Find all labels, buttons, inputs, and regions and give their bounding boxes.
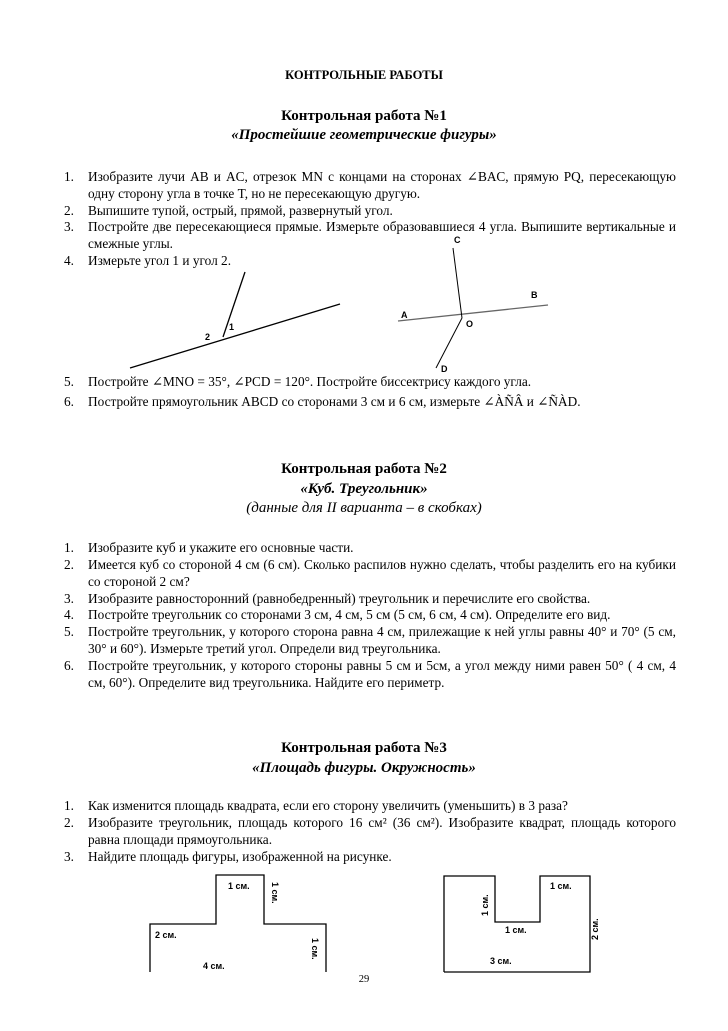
list-item: 1. Изобразите куб и укажите его основные части.: [64, 540, 354, 555]
t-right-lower-label: 1 см.: [310, 938, 320, 960]
t-top-label: 1 см.: [228, 881, 250, 891]
section-3-title: Контрольная работа №3: [281, 740, 447, 756]
list-item: 5. Постройте ∠MNO = 35°, ∠PCD = 120°. Постройте биссектрису каждого угла.: [64, 374, 532, 389]
list-item: 2. Изобразите треугольник, площадь которого 16 см² (36 см²). Изобразите квадрат, площадь которого равна площади прямоугольника.: [64, 815, 676, 847]
list-item: 1. Как изменится площадь квадрата, если его сторону увеличить (уменьшить) в 3 раза?: [64, 798, 568, 813]
point-d-label: D: [441, 364, 448, 374]
section-2-note: (данные для II варианта – в скобках): [246, 500, 482, 516]
angle-label-2: 2: [205, 332, 211, 342]
section-2-title: Контрольная работа №2: [281, 461, 447, 477]
document-title: КОНТРОЛЬНЫЕ РАБОТЫ: [285, 68, 443, 82]
u-top-right-label: 1 см.: [550, 881, 572, 891]
list-item: 4. Постройте треугольник со сторонами 3 см, 4 см, 5 см (5 см, 6 см, 4 см). Определите его вид.: [64, 607, 611, 622]
u-right-label: 2 см.: [590, 918, 600, 940]
t-right-upper-label: 1 см.: [270, 882, 280, 904]
point-a-label: A: [401, 310, 408, 320]
list-item: 5. Постройте треугольник, у которого сторона равна 4 см, прилежащие к ней углы равны 40° и 70° (5 см, 30° и 60°). Измерьте третий угол. Определи вид треугольника.: [64, 624, 676, 656]
u-middle-label: 1 см.: [505, 925, 527, 935]
t-left-label: 2 см.: [155, 930, 177, 940]
point-b-label: B: [531, 290, 538, 300]
section-1-subtitle: «Простейшие геометрические фигуры»: [231, 127, 497, 143]
point-o-label: O: [466, 319, 474, 329]
page-number: 29: [358, 974, 370, 985]
list-item: 6. Постройте прямоугольник ABCD со сторонами 3 см и 6 см, измерьте ∠ÀÑÂ и ∠ÑÀD.: [64, 394, 581, 409]
section-3-subtitle: «Площадь фигуры. Окружность»: [252, 760, 476, 776]
list-item: 6. Постройте треугольник, у которого стороны равны 5 см и 5см, а угол между ними равен 50° ( 4 см, 4 см, 60°). Определите вид треугольника. Найдите его периметр.: [64, 658, 676, 690]
list-item: 3. Найдите площадь фигуры, изображенной на рисунке.: [64, 849, 392, 864]
list-item: 2. Выпишите тупой, острый, прямой, развернутый угол.: [64, 203, 393, 218]
list-item: 4. Измерьте угол 1 и угол 2.: [64, 253, 232, 268]
list-item: 3. Постройте две пересекающиеся прямые. Измерьте образовавшиеся 4 угла. Выпишите вертикальные и смежные углы.: [64, 219, 676, 251]
list-item: 3. Изобразите равносторонний (равнобедренный) треугольник и перечислите его свойства.: [64, 591, 591, 606]
list-item: 1. Изобразите лучи AB и AC, отрезок MN с концами на сторонах ∠BAC, прямую PQ, пересекающую одну сторону угла в точке T, но не пересекающую другую.: [64, 169, 676, 201]
t-bottom-label: 4 см.: [203, 961, 225, 971]
u-bottom-label: 3 см.: [490, 956, 512, 966]
point-c-label: C: [454, 235, 461, 245]
section-1-title: Контрольная работа №1: [281, 108, 447, 124]
section-2-subtitle: «Куб. Треугольник»: [300, 481, 428, 497]
u-left-label: 1 см.: [480, 894, 490, 916]
angle-label-1: 1: [229, 322, 235, 332]
list-item: 2. Имеется куб со стороной 4 см (6 см). Сколько распилов нужно сделать, чтобы разделить его на кубики со стороной 2 см?: [64, 557, 676, 589]
